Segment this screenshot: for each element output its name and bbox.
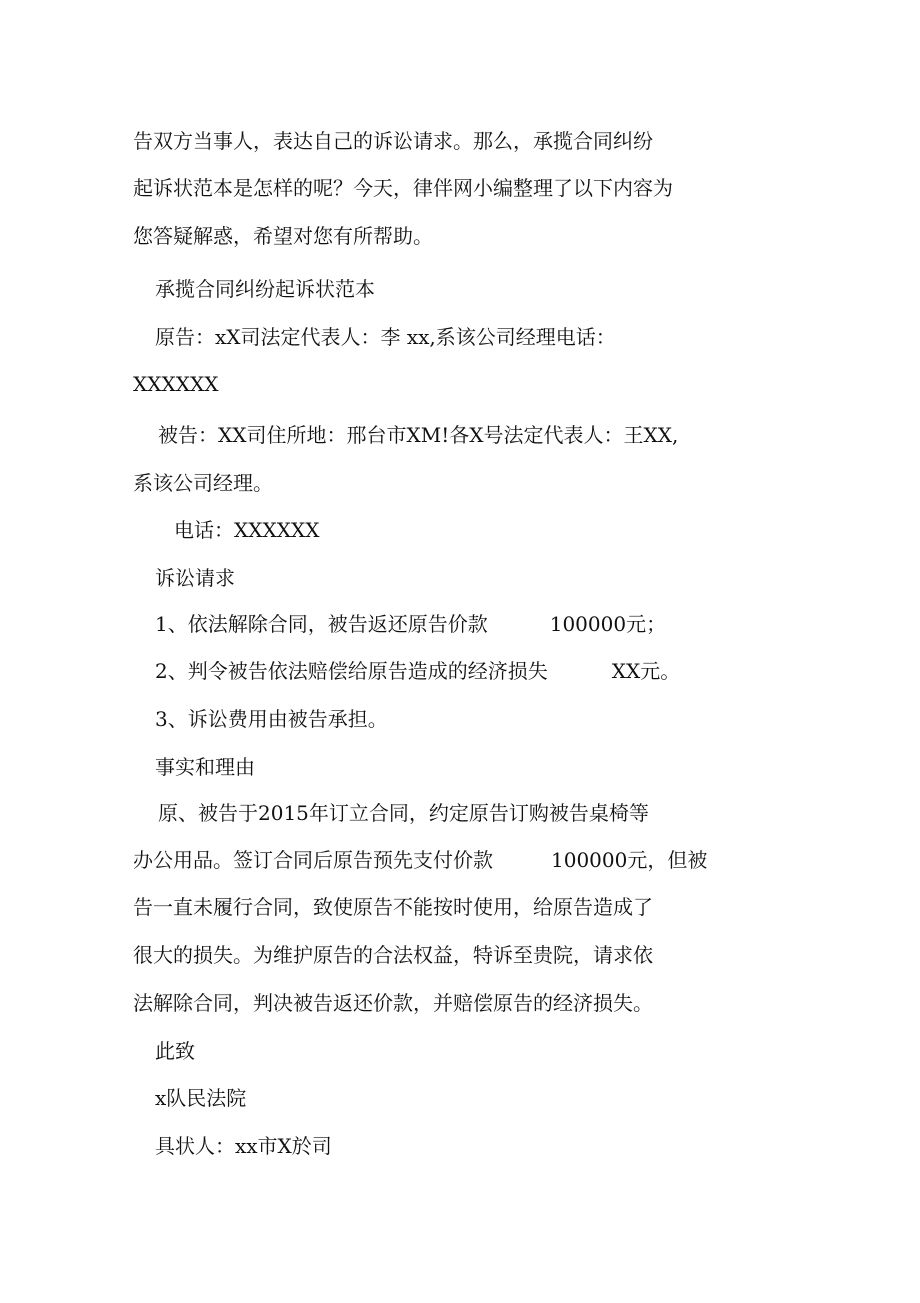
closing-signer: 具状人：xx市X於司: [155, 1134, 332, 1158]
plaintiff-line-2: XXXXXX: [133, 372, 219, 396]
defendant-line-1: 被告：XX司住所地：邢台市XM!各X号法定代表人：王XX,: [158, 423, 679, 447]
claim-item-1-text: 1、依法解除合同，被告返还原告价款: [155, 612, 488, 636]
claim-item-1-amount: 100000元；: [549, 612, 667, 636]
facts-line-4: 很大的损失。为维护原告的合法权益，特诉至贵院，请求依: [133, 943, 653, 967]
defendant-line-2: 系该公司经理。: [133, 471, 273, 495]
facts-line-3: 告一直未履行合同，致使原告不能按时使用，给原告造成了: [133, 895, 653, 919]
claim-item-2: [155, 657, 680, 685]
facts-line-1: 原、被告于2015年订立合同，约定原告订购被告桌椅等: [158, 801, 649, 825]
facts-line-2: [133, 846, 707, 874]
claim-item-2-text: 2、判令被告依法赔偿给原告造成的经济损失: [155, 659, 548, 683]
plaintiff-line-1: 原告：xX司法定代表人：李 xx,系该公司经理电话：: [155, 325, 616, 349]
claim-item-1: [155, 610, 666, 638]
intro-line-2: 起诉状范本是怎样的呢？今天，律伴网小编整理了以下内容为: [133, 176, 673, 200]
closing-court: x队民法院: [155, 1086, 247, 1110]
intro-line-1: 告双方当事人，表达自己的诉讼请求。那么，承揽合同纠纷: [133, 129, 653, 153]
closing-salutation: 此致: [155, 1039, 195, 1063]
facts-heading: 事实和理由: [155, 755, 255, 779]
intro-line-3: 您答疑解惑，希望对您有所帮助。: [133, 224, 433, 248]
document-title: 承揽合同纠纷起诉状范本: [155, 277, 375, 301]
facts-line-5: 法解除合同，判决被告返还价款，并赔偿原告的经济损失。: [133, 991, 653, 1015]
claims-heading: 诉讼请求: [155, 566, 235, 590]
facts-line-2-amount: 100000元，但被: [551, 848, 708, 872]
claim-item-3: 3、诉讼费用由被告承担。: [155, 707, 388, 731]
facts-line-2-text: 办公用品。签订合同后原告预先支付价款: [133, 848, 493, 872]
claim-item-2-amount: XX元。: [611, 659, 681, 683]
defendant-phone: 电话：XXXXXX: [174, 518, 320, 542]
